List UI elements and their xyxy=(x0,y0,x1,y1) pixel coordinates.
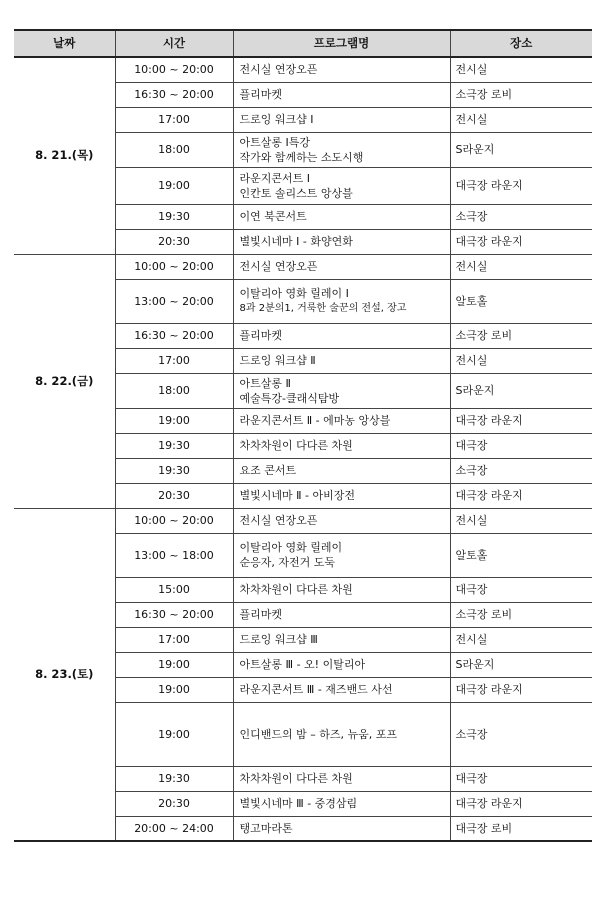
program-cell xyxy=(233,204,450,229)
time-cell: 19:00 xyxy=(115,677,233,702)
program-line: 드로잉 워크샵 Ⅱ xyxy=(239,354,316,367)
program-cell xyxy=(233,373,450,408)
program-line: 8과 2분의1, 거룩한 술꾼의 전설, 장고 xyxy=(239,303,407,314)
program-line: 아트살롱 Ⅱ xyxy=(239,376,291,390)
program-line: 라운지콘서트 Ⅲ - 재즈밴드 사선 xyxy=(239,683,393,696)
place-cell: 전시실 xyxy=(450,254,592,279)
time-cell: 20:00 ~ 24:00 xyxy=(115,816,233,841)
place-cell: 대극장 라운지 xyxy=(450,483,592,508)
place-cell: 소극장 로비 xyxy=(450,82,592,107)
time-cell: 16:30 ~ 20:00 xyxy=(115,82,233,107)
time-cell: 13:00 ~ 18:00 xyxy=(115,533,233,577)
place-cell: 대극장 xyxy=(450,766,592,791)
place-cell: S라운지 xyxy=(450,373,592,408)
program-line: 드로잉 워크샵 Ⅰ xyxy=(239,113,314,126)
program-cell xyxy=(233,433,450,458)
program-cell xyxy=(233,229,450,254)
time-cell: 19:30 xyxy=(115,204,233,229)
place-cell: 소극장 xyxy=(450,204,592,229)
program-line: 별빛시네마 Ⅱ - 아비장전 xyxy=(239,489,356,502)
time-cell: 19:00 xyxy=(115,652,233,677)
program-cell xyxy=(233,627,450,652)
program-cell xyxy=(233,652,450,677)
time-cell: 15:00 xyxy=(115,577,233,602)
place-cell: 전시실 xyxy=(450,107,592,132)
header-row xyxy=(14,30,592,57)
program-cell xyxy=(233,254,450,279)
place-cell: 전시실 xyxy=(450,348,592,373)
program-line: 차차차원이 다다른 차원 xyxy=(239,772,353,785)
program-line: 드로잉 워크샵 Ⅲ xyxy=(239,633,318,646)
time-cell: 17:00 xyxy=(115,348,233,373)
program-line: 별빛시네마 Ⅲ - 중경삼림 xyxy=(239,797,358,810)
program-line: 차차차원이 다다른 차원 xyxy=(239,439,353,452)
program-cell xyxy=(233,702,450,766)
time-cell: 19:30 xyxy=(115,766,233,791)
date-cell: 8. 21.(목) xyxy=(14,57,115,254)
program-line: 라운지콘서트 Ⅰ xyxy=(239,171,310,185)
program-cell xyxy=(233,132,450,167)
place-cell: 대극장 라운지 xyxy=(450,167,592,204)
program-line: 이탈리아 영화 릴레이 Ⅰ xyxy=(239,287,349,300)
schedule-table xyxy=(14,29,592,842)
program-line: 전시실 연장오픈 xyxy=(239,514,318,527)
program-line: 플리마켓 xyxy=(239,608,283,621)
header-date: 날짜 xyxy=(14,30,115,57)
program-line: 아트살롱 Ⅲ - 오! 이탈리아 xyxy=(239,658,366,671)
program-line: 작가와 함께하는 소도시행 xyxy=(239,150,364,164)
program-line: 차차차원이 다다른 차원 xyxy=(239,583,353,596)
program-cell xyxy=(233,602,450,627)
program-cell xyxy=(233,107,450,132)
time-cell: 17:00 xyxy=(115,627,233,652)
program-cell xyxy=(233,458,450,483)
program-cell xyxy=(233,533,450,577)
program-line: 라운지콘서트 Ⅱ - 에마농 앙상블 xyxy=(239,414,391,427)
program-cell xyxy=(233,82,450,107)
program-line: 전시실 연장오픈 xyxy=(239,260,318,273)
place-cell: 소극장 로비 xyxy=(450,602,592,627)
place-cell: S라운지 xyxy=(450,652,592,677)
time-cell: 20:30 xyxy=(115,229,233,254)
place-cell: 대극장 xyxy=(450,577,592,602)
time-cell: 19:00 xyxy=(115,702,233,766)
date-cell: 8. 23.(토) xyxy=(14,508,115,841)
program-line: 탱고마라톤 xyxy=(239,821,293,835)
program-line: 아트살롱 Ⅰ특강 xyxy=(239,135,310,149)
time-cell: 19:30 xyxy=(115,433,233,458)
table-row xyxy=(14,254,592,279)
place-cell: 소극장 xyxy=(450,458,592,483)
place-cell: 전시실 xyxy=(450,627,592,652)
place-cell: 대극장 라운지 xyxy=(450,408,592,433)
program-cell xyxy=(233,279,450,323)
table-row xyxy=(14,508,592,533)
time-cell: 18:00 xyxy=(115,373,233,408)
time-cell: 19:00 xyxy=(115,408,233,433)
place-cell: 대극장 라운지 xyxy=(450,791,592,816)
program-cell xyxy=(233,766,450,791)
program-line: 요조 콘서트 xyxy=(239,464,297,477)
program-cell xyxy=(233,408,450,433)
time-cell: 10:00 ~ 20:00 xyxy=(115,254,233,279)
time-cell: 17:00 xyxy=(115,107,233,132)
place-cell: S라운지 xyxy=(450,132,592,167)
place-cell: 전시실 xyxy=(450,57,592,82)
header-program: 프로그램명 xyxy=(233,30,450,57)
table-row xyxy=(14,57,592,82)
program-line: 전시실 연장오픈 xyxy=(239,63,318,77)
time-cell: 13:00 ~ 20:00 xyxy=(115,279,233,323)
program-cell xyxy=(233,816,450,841)
program-line: 순응자, 자전거 도둑 xyxy=(239,556,335,569)
time-cell: 16:30 ~ 20:00 xyxy=(115,323,233,348)
program-cell xyxy=(233,677,450,702)
schedule-body xyxy=(14,57,592,841)
header-time: 시간 xyxy=(115,30,233,57)
time-cell: 18:00 xyxy=(115,132,233,167)
time-cell: 19:00 xyxy=(115,167,233,204)
place-cell: 대극장 라운지 xyxy=(450,229,592,254)
program-cell xyxy=(233,348,450,373)
program-line: 이연 북콘서트 xyxy=(239,210,307,223)
program-cell xyxy=(233,167,450,204)
program-cell xyxy=(233,577,450,602)
program-line: 인디밴드의 밤 – 하즈, 뉴움, 포프 xyxy=(239,727,397,741)
header-place: 장소 xyxy=(450,30,592,57)
program-line: 플리마켓 xyxy=(239,329,283,342)
place-cell: 대극장 xyxy=(450,433,592,458)
program-line: 인칸토 솔리스트 앙상블 xyxy=(239,186,353,200)
schedule-table-wrapper xyxy=(14,29,592,842)
place-cell: 대극장 로비 xyxy=(450,816,592,841)
program-cell xyxy=(233,791,450,816)
program-cell xyxy=(233,57,450,82)
program-line: 예술특강-클래식탐방 xyxy=(239,391,340,405)
program-cell xyxy=(233,323,450,348)
time-cell: 19:30 xyxy=(115,458,233,483)
program-cell xyxy=(233,508,450,533)
date-cell: 8. 22.(금) xyxy=(14,254,115,508)
program-line: 플리마켓 xyxy=(239,88,283,101)
program-line: 이탈리아 영화 릴레이 xyxy=(239,541,343,554)
time-cell: 20:30 xyxy=(115,791,233,816)
time-cell: 16:30 ~ 20:00 xyxy=(115,602,233,627)
place-cell: 알토홀 xyxy=(450,279,592,323)
place-cell: 소극장 로비 xyxy=(450,323,592,348)
time-cell: 10:00 ~ 20:00 xyxy=(115,508,233,533)
time-cell: 10:00 ~ 20:00 xyxy=(115,57,233,82)
place-cell: 소극장 xyxy=(450,702,592,766)
place-cell: 전시실 xyxy=(450,508,592,533)
program-cell xyxy=(233,483,450,508)
time-cell: 20:30 xyxy=(115,483,233,508)
place-cell: 알토홀 xyxy=(450,533,592,577)
program-line: 별빛시네마 Ⅰ - 화양연화 xyxy=(239,235,353,248)
place-cell: 대극장 라운지 xyxy=(450,677,592,702)
